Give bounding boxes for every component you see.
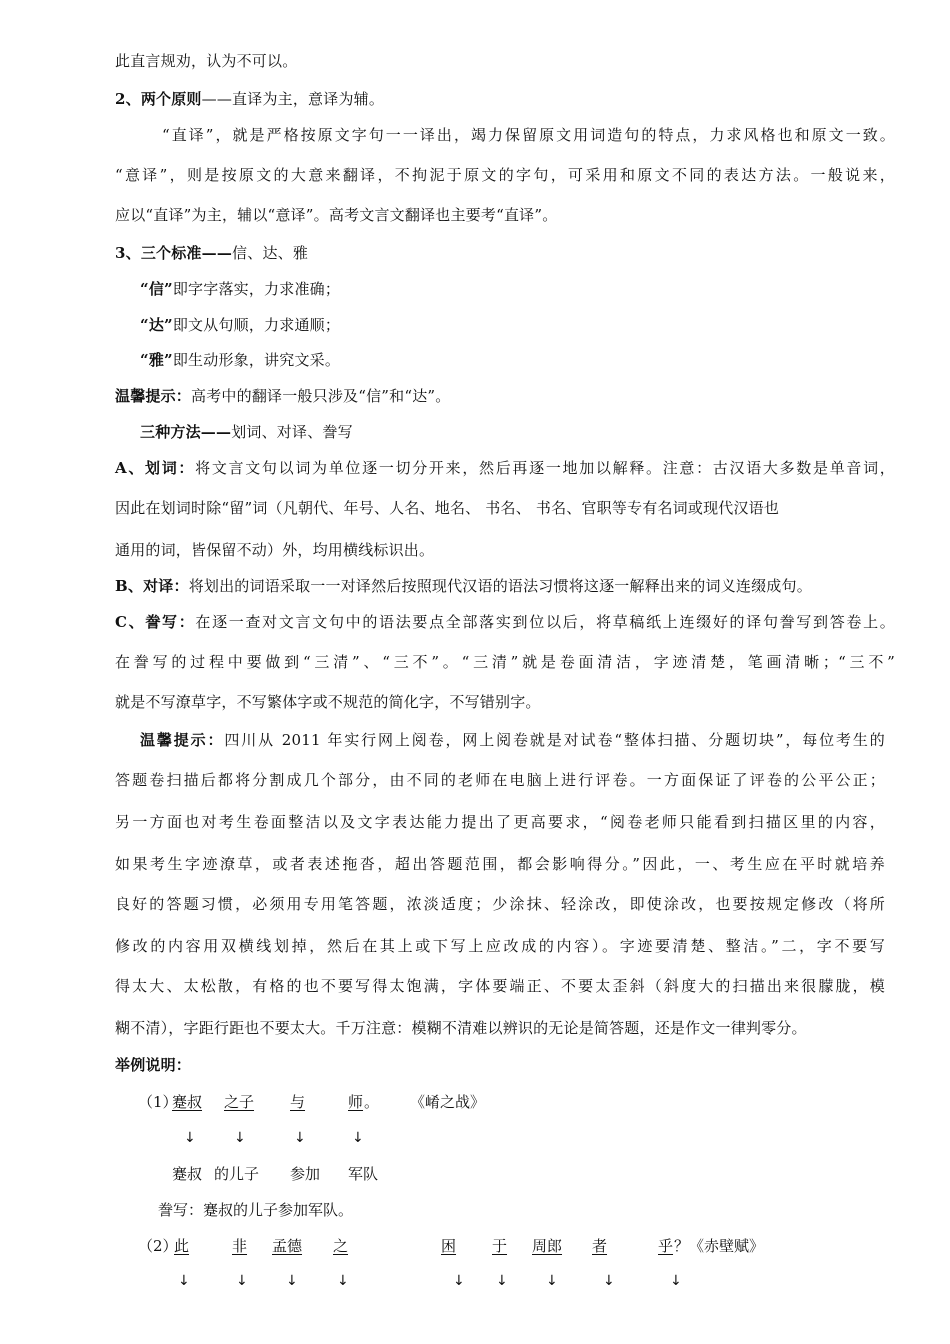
paragraph-line: “直译”，就是严格按原文字句一一译出，竭力保留原文用词造句的特点，力求风格也和原文一致。 [162,126,895,144]
paragraph-line: 另一方面也对考生卷面整洁以及文字表达能力提出了更高要求，“阅卷老师只能看到扫描区里的内容， [115,813,885,831]
paragraph-line: 如果考生字迹潦草，或者表述拖沓，超出答题范围，都会影响得分。”因此，一、考生应在平时就培养 [115,855,885,873]
standard-ya: “雅”即生动形象，讲究文采。 [140,351,341,369]
down-arrow-icon: ↓ [234,1130,246,1146]
text-line: 此直言规劝，认为不可以。 [115,52,298,70]
paragraph-line: 应以“直译”为主，辅以“意译”。高考文言文翻译也主要考“直译”。 [115,206,558,224]
example-word: 蹇叔 [172,1093,203,1111]
down-arrow-icon: ↓ [286,1273,298,1289]
paragraph-line: 答题卷扫描后都将分割成几个部分，由不同的老师在电脑上进行评卷。一方面保证了评卷的公平公正； [115,771,885,789]
method-c: C、誊写：在逐一查对文言文句中的语法要点全部落实到位以后，将草稿纸上连缀好的译句誊写到答卷上。 [115,613,895,631]
example-word: 之 [333,1237,349,1255]
paragraph-line: 修改的内容用双横线划掉，然后在其上或下写上应改成的内容）。字迹要清楚、整洁。”二，字不要写 [115,937,885,955]
translation-word: 参加 [290,1165,321,1183]
tip-paragraph: 温馨提示：四川从 2011 年实行网上阅卷，网上阅卷就是对试卷“整体扫描、分题切块”，每位考生的 [140,731,885,749]
down-arrow-icon: ↓ [453,1273,465,1289]
paragraph-line: 因此在划词时除“留”词（凡朝代、年号、人名、地名、 书名、 书名、官职等专有名词或现代汉语也 [115,499,780,517]
down-arrow-icon: ↓ [337,1273,349,1289]
example-word: 乎 [658,1237,674,1255]
section-heading-three-standards: 3、三个标准——信、达、雅 [115,244,309,262]
example-word: 此 [174,1237,190,1255]
paragraph-line: “意译”，则是按原文的大意来翻译，不拘泥于原文的字句，可采用和原文不同的表达方法。一般说来， [115,166,895,184]
example-word: 之子 [224,1093,255,1111]
paragraph-line: 得太大、太松散，有格的也不要写得太饱满，字体要端正、不要太歪斜（斜度大的扫描出来很朦胧，模 [115,977,885,995]
example-word: 周郎 [532,1237,563,1255]
section-heading-two-principles: 2、两个原则——直译为主，意译为辅。 [115,90,385,108]
example-word: 师 [348,1093,364,1111]
section-heading-three-methods: 三种方法——划词、对译、誊写 [140,423,353,441]
translation-word: 军队 [348,1165,379,1183]
example-word: 非 [232,1237,248,1255]
translation-word: 的儿子 [214,1165,260,1183]
example-word: 者 [592,1237,608,1255]
example-period: 。 [364,1093,380,1111]
standard-xin: “信”即字字落实，力求准确； [140,280,341,298]
down-arrow-icon: ↓ [236,1273,248,1289]
paragraph-line: 就是不写潦草字，不写繁体字或不规范的简化字，不写错别字。 [115,693,541,711]
paragraph-line: 良好的答题习惯，必须用专用笔答题，浓淡适度；少涂抹、轻涂改，即使涂改，也要按规定修改（将所 [115,895,885,913]
method-b: B、对译：将划出的词语采取一一对译然后按照现代汉语的语法习惯将这逐一解释出来的词义连缀成句。 [115,577,812,595]
down-arrow-icon: ↓ [496,1273,508,1289]
example-number: （1） [138,1093,178,1111]
example-word: 与 [290,1093,306,1111]
down-arrow-icon: ↓ [352,1130,364,1146]
down-arrow-icon: ↓ [178,1273,190,1289]
paragraph-line: 糊不清），字距行距也不要太大。千万注意：模糊不清难以辨识的无论是简答题，还是作文一律判零分。 [115,1019,807,1037]
down-arrow-icon: ↓ [294,1130,306,1146]
example-source: 《崤之战》 [410,1093,486,1111]
example-word: 困 [441,1237,457,1255]
down-arrow-icon: ↓ [670,1273,682,1289]
paragraph-line: 在誊写的过程中要做到“三清”、“三不”。“三清”就是卷面清洁，字迹清楚，笔画清晰；“三不” [115,653,895,671]
copy-result: 誊写：蹇叔的儿子参加军队。 [158,1201,354,1219]
method-a: A、划词：将文言文句以词为单位逐一切分开来，然后再逐一地加以解释。注意：古汉语大多数是单音词， [115,459,896,477]
example-source: ？《赤壁赋》 [674,1237,765,1255]
down-arrow-icon: ↓ [546,1273,558,1289]
tip-line: 温馨提示：高考中的翻译一般只涉及“信”和“达”。 [115,387,451,405]
down-arrow-icon: ↓ [184,1130,196,1146]
translation-word: 蹇叔 [172,1165,203,1183]
down-arrow-icon: ↓ [603,1273,615,1289]
example-word: 孟德 [272,1237,303,1255]
examples-heading: 举例说明： [115,1056,192,1074]
standard-da: “达”即文从句顺，力求通顺； [140,316,341,334]
example-word: 于 [492,1237,508,1255]
paragraph-line: 通用的词，皆保留不动）外，均用横线标识出。 [115,541,435,559]
example-number: （2） [138,1237,178,1255]
